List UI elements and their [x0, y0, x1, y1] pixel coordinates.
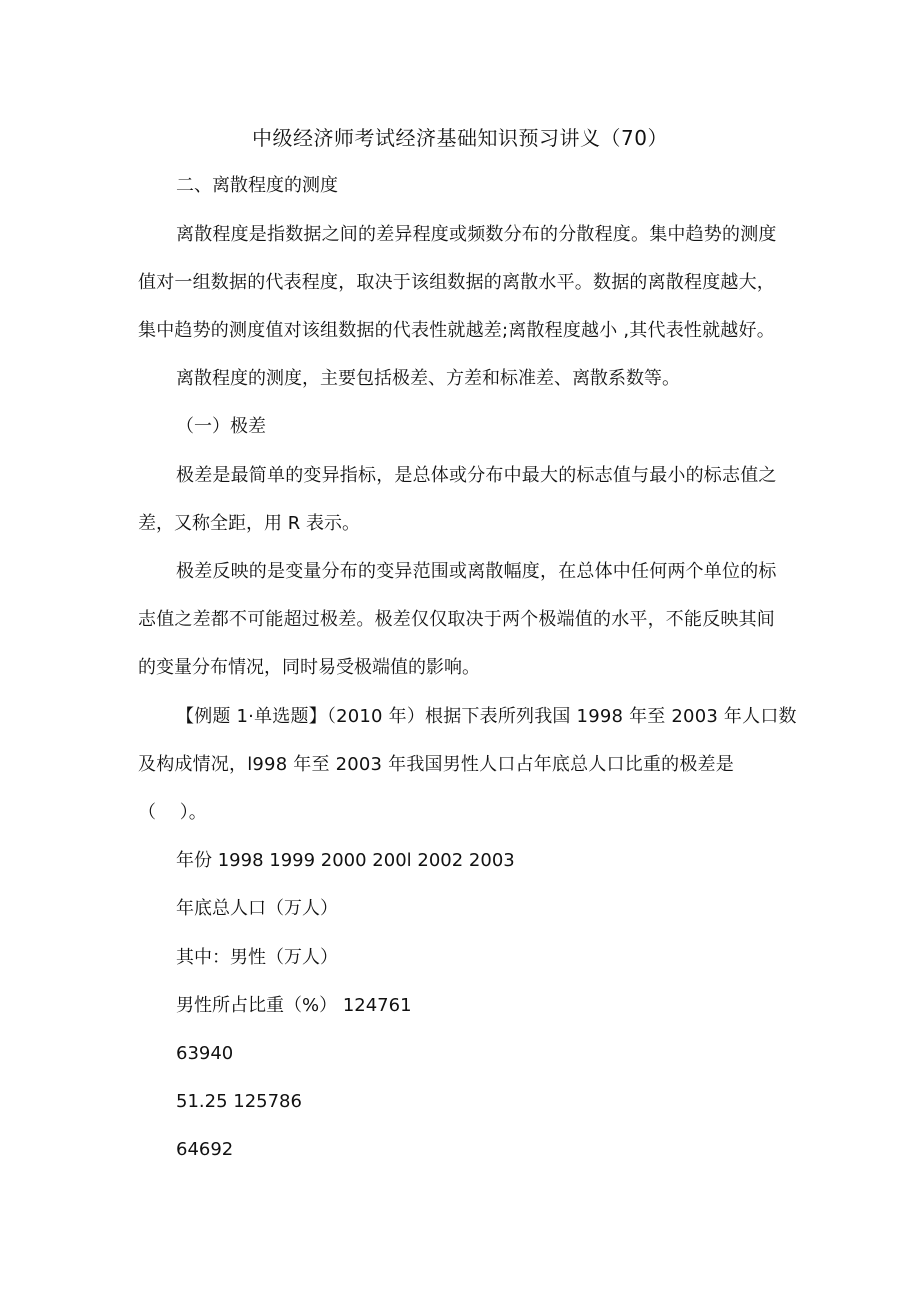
- paragraph-line: 离散程度是指数据之间的差异程度或频数分布的分散程度。集中趋势的测度: [176, 224, 777, 245]
- paragraph-line: 极差是最简单的变异指标，是总体或分布中最大的标志值与最小的标志值之: [176, 465, 777, 486]
- paragraph-line: 值对一组数据的代表程度，取决于该组数据的离散水平。数据的离散程度越大，: [138, 272, 775, 293]
- example-line: 及构成情况，l998 年至 2003 年我国男性人口占年底总人口比重的极差是: [138, 754, 734, 775]
- paragraph-line: 极差反映的是变量分布的变异范围或离散幅度，在总体中任何两个单位的标: [176, 561, 777, 582]
- document-title: 中级经济师考试经济基础知识预习讲义（70）: [252, 126, 668, 150]
- table-row-years: 年份 1998 1999 2000 200l 2002 2003: [176, 850, 515, 871]
- paragraph-line: 集中趋势的测度值对该组数据的代表性就越差;离散程度越小 ,其代表性就越好。: [138, 320, 775, 341]
- table-value: 51.25 125786: [176, 1091, 302, 1112]
- table-value: 63940: [176, 1043, 234, 1064]
- example-line: 【例题 1·单选题】（2010 年）根据下表所列我国 1998 年至 2003 年人口数: [176, 706, 797, 727]
- example-line: （ ）。: [138, 802, 207, 823]
- paragraph-line: 离散程度的测度，主要包括极差、方差和标准差、离散系数等。: [176, 368, 680, 389]
- table-row-male: 其中：男性（万人）: [176, 947, 338, 968]
- subheading: （一）极差: [176, 416, 266, 437]
- paragraph-line: 的变量分布情况，同时易受极端值的影响。: [138, 657, 480, 678]
- table-row-ratio: 男性所占比重（%） 124761: [176, 995, 412, 1016]
- table-value: 64692: [176, 1139, 234, 1160]
- paragraph-line: 志值之差都不可能超过极差。极差仅仅取决于两个极端值的水平，不能反映其间: [138, 609, 775, 630]
- section-heading: 二、离散程度的测度: [176, 175, 338, 196]
- table-row-total: 年底总人口（万人）: [176, 898, 338, 919]
- paragraph-line: 差，又称全距，用 R 表示。: [138, 513, 360, 534]
